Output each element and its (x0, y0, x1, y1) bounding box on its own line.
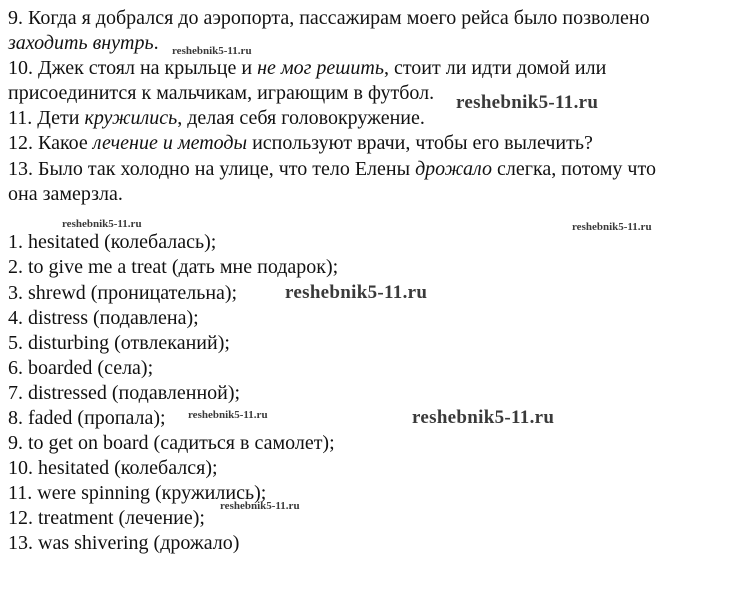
sentence-12-start: 12. Какое (8, 132, 93, 154)
answer-11: 11. were spinning (кружились); (8, 482, 267, 504)
answer-1: 1. hesitated (колебалась); (8, 231, 217, 253)
sentence-13-start: 13. Было так холодно на улице, что тело Елены (8, 158, 416, 180)
watermark: reshebnik5-11.ru (412, 407, 555, 428)
sentence-10-start: 10. Джек стоял на крыльце и (8, 57, 258, 79)
sentence-10-end: присоединится к мальчикам, играющим в футбол. (8, 82, 435, 104)
answer-7: 7. distressed (подавленной); (8, 382, 241, 404)
sentence-9-text: 9. Когда я добрался до аэропорта, пассажирам моего рейса было позволено (8, 7, 650, 29)
sentence-12 (8, 131, 593, 155)
sentence-11 (8, 106, 425, 130)
sentence-9-line-2 (8, 31, 159, 55)
answer-4: 4. distress (подавлена); (8, 307, 199, 329)
watermark: reshebnik5-11.ru (188, 409, 268, 421)
answer-10: 10. hesitated (колебался); (8, 457, 218, 479)
sentence-11-emphasis: кружились (84, 107, 178, 129)
watermark: reshebnik5-11.ru (220, 500, 300, 512)
watermark: reshebnik5-11.ru (62, 218, 142, 230)
sentence-9-line-1 (8, 6, 650, 30)
sentence-13-emphasis: дрожало (415, 158, 492, 180)
answer-6: 6. boarded (села); (8, 357, 154, 379)
answer-8: 8. faded (пропала); (8, 407, 166, 429)
sentence-10-rest: , стоит ли идти домой или (383, 57, 607, 79)
answer-13: 13. was shivering (дрожало) (8, 532, 240, 554)
sentence-12-emphasis: лечение и методы (92, 132, 248, 154)
watermark: reshebnik5-11.ru (172, 45, 252, 57)
sentence-13-rest: слегка, потому что (492, 158, 656, 180)
answer-3: 3. shrewd (проницательна); (8, 282, 238, 304)
sentence-10-emphasis: не мог решить (257, 57, 384, 79)
sentence-11-end: , делая себя головокружение. (177, 107, 425, 129)
watermark: reshebnik5-11.ru (572, 221, 652, 233)
answer-5: 5. disturbing (отвлеканий); (8, 332, 230, 354)
watermark: reshebnik5-11.ru (285, 282, 428, 303)
sentence-11-start: 11. Дети (8, 107, 85, 129)
sentence-9-emphasis: заходить внутрь (8, 32, 154, 54)
sentence-9-end: . (153, 32, 159, 54)
sentence-10-line-1 (8, 56, 606, 80)
sentence-13-line-2 (8, 182, 123, 206)
answer-9: 9. to get on board (садиться в самолет); (8, 432, 335, 454)
answer-12: 12. treatment (лечение); (8, 507, 205, 529)
sentence-10-line-2 (8, 81, 434, 105)
watermark: reshebnik5-11.ru (456, 92, 599, 113)
sentence-13-line-1 (8, 157, 656, 181)
sentence-12-end: используют врачи, чтобы его вылечить? (247, 132, 593, 154)
sentence-13-end: она замерзла. (8, 183, 123, 205)
answer-2: 2. to give me a treat (дать мне подарок); (8, 256, 339, 278)
